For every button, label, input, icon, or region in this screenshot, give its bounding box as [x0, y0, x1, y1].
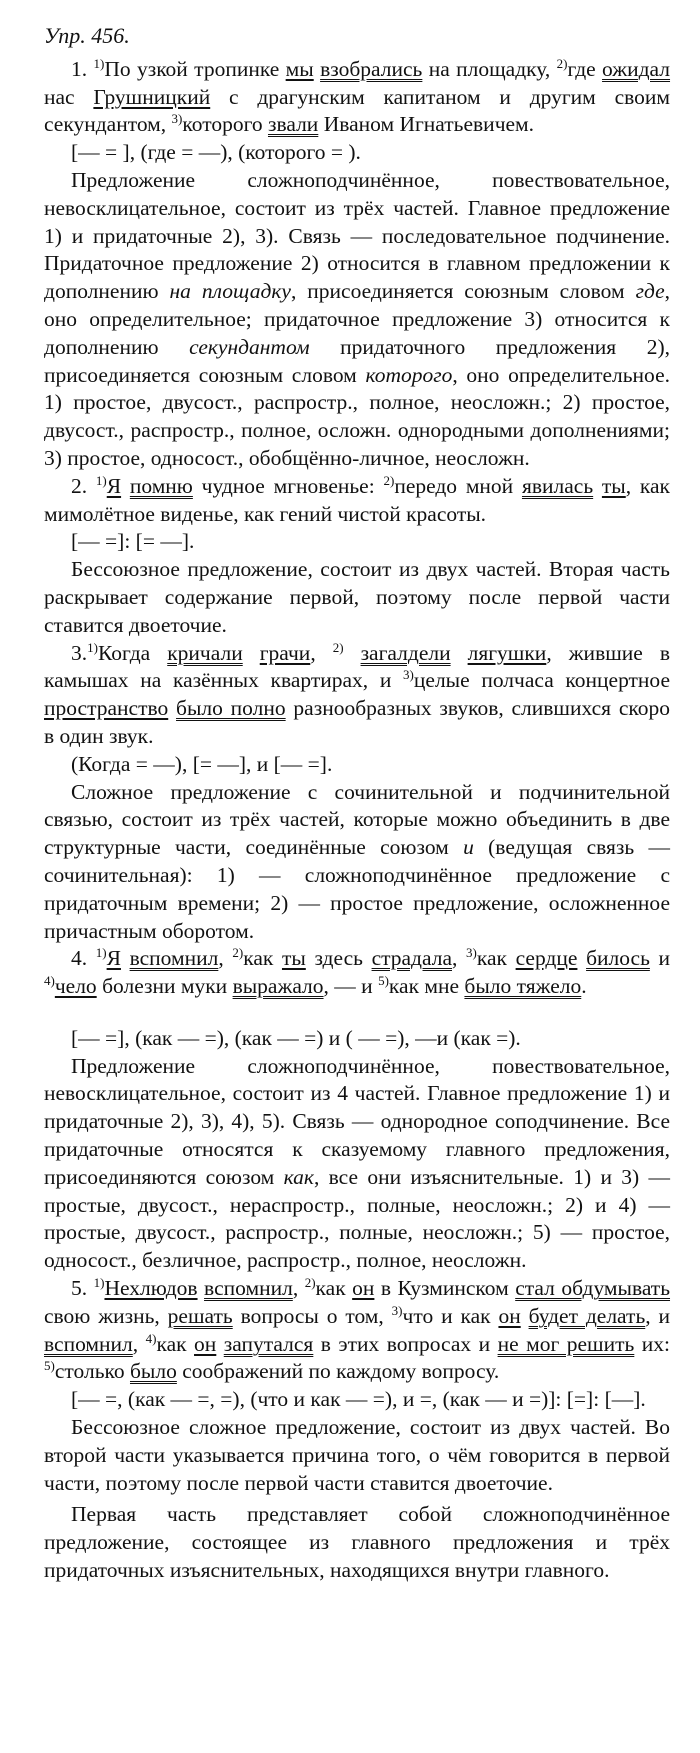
text-run: целые полчаса концертное	[413, 668, 670, 693]
text-run: ,	[292, 1276, 305, 1301]
text-run: (ведущая связь — сочинительная): 1) — сложноподчинённое предложение с придаточным времени; 2) — простое предложение, осложненное причастным оборотом.	[44, 835, 670, 943]
text-run: в этих вопросах и	[313, 1331, 498, 1356]
text-run	[121, 946, 130, 970]
part-number: 1)	[95, 472, 107, 488]
predicate-word: кричали	[167, 640, 243, 665]
text-run	[216, 1332, 223, 1356]
sentence-text	[44, 641, 670, 748]
item-number: 2.	[71, 473, 88, 498]
text-run: , как мимолётное виденье, как гений чистой красоты.	[44, 473, 670, 526]
text-run: как мне	[388, 974, 465, 999]
item-4-scheme: [— =], (как — =), (как — =) и ( — =), —и (как =).	[71, 1025, 521, 1050]
italic-term: как	[283, 1164, 314, 1189]
predicate-word: будет делать	[528, 1303, 646, 1328]
predicate-word: вспомнил	[129, 946, 219, 971]
part-number: 4)	[44, 972, 55, 988]
part-number: 3)	[391, 1302, 403, 1318]
item-1-scheme: [— = ], (где = —), (которого = ).	[71, 140, 361, 165]
text-run: где	[567, 56, 603, 81]
item-3-sentence	[44, 640, 670, 751]
text-run: По узкой тропинке	[104, 56, 286, 81]
predicate-word: явилась	[521, 473, 594, 498]
text-run	[593, 474, 602, 498]
part-number: 4)	[145, 1330, 157, 1346]
item-3-scheme: (Когда = —), [= —], и [— =].	[71, 751, 333, 776]
subject-word: он	[498, 1303, 521, 1328]
text-run: как	[243, 946, 282, 971]
item-5-sentence	[44, 1275, 670, 1386]
item-1-sentence	[44, 56, 670, 139]
item-1	[44, 56, 670, 473]
text-run: что и как	[402, 1303, 499, 1328]
predicate-word: вспомнил	[204, 1276, 293, 1301]
subject-word: Я	[106, 473, 122, 498]
predicate-word: решать	[167, 1303, 233, 1328]
text-run: ,	[310, 640, 333, 665]
text-run: , — и	[323, 974, 379, 999]
text-run: Иваном Игнатьевичем.	[318, 112, 535, 137]
text-run: ,	[452, 946, 467, 971]
text-run: их:	[634, 1331, 671, 1356]
text-run: которого	[182, 112, 268, 137]
text-run: соображений по каждому вопросу.	[176, 1359, 500, 1384]
item-3-analysis	[44, 779, 670, 946]
item-5-analysis	[44, 1414, 670, 1497]
part-number: 3)	[171, 111, 183, 127]
text-run: на площадку,	[422, 56, 557, 81]
part-number: 2)	[304, 1274, 316, 1290]
text-run: , все они изъяснительные. 1) и 3) — простые, двусост., нераспростр., полные, неосложн.; 2) и 4) — простые, двусост., распростр., полные, неосложн.; 5) — простое, односост., безличное, распростр., полное, неосложн.	[44, 1164, 671, 1273]
subject-word: лягушки	[467, 640, 547, 665]
part-number: 1)	[87, 639, 98, 655]
subject-word: ты	[281, 946, 306, 971]
text-run: , жившие в камышах на казённых квартирах, и	[44, 640, 670, 693]
sentence-text	[44, 57, 670, 137]
subject-word: Грушницкий	[93, 84, 211, 109]
text-run: , оно определительное; придаточное предложение 3) относится к дополнению	[44, 279, 671, 359]
text-run: .	[581, 974, 587, 999]
text-run: разнообразных звуков, слившихся скоро в один звук.	[44, 696, 670, 748]
item-5-scheme: [— =, (как — =, =), (что и как — =), и =, (как — и =)]: [=]: [—].	[71, 1387, 646, 1412]
predicate-word: загалдели	[360, 640, 451, 665]
predicate-word: страдала	[371, 946, 452, 971]
part-number: 2)	[232, 945, 244, 961]
predicate-word: помню	[129, 473, 193, 498]
part-number: 2)	[383, 472, 395, 488]
subject-word: он	[352, 1276, 375, 1301]
sentence-text	[44, 1276, 670, 1383]
italic-term: и	[463, 835, 474, 860]
text-run	[577, 946, 586, 970]
part-number: 3)	[403, 667, 414, 683]
subject-word: пространство	[44, 696, 169, 721]
text-run: передо мной	[394, 473, 522, 498]
predicate-word: вспомнил	[44, 1331, 133, 1356]
predicate-word: было полно	[176, 696, 286, 721]
part-number: 5)	[378, 972, 389, 988]
text-run	[243, 641, 260, 665]
text-run: Бессоюзное предложение, состоит из двух частей. Вторая часть раскрывает содержание первой, поэтому после первой части ставится двоеточие.	[44, 557, 670, 637]
subject-word: мы	[285, 56, 314, 81]
text-run: Когда	[97, 640, 168, 665]
text-run: свою жизнь,	[44, 1303, 168, 1328]
text-run	[168, 696, 176, 720]
part-number: 5)	[44, 1358, 55, 1374]
item-number: 1.	[71, 56, 88, 81]
predicate-word: запутался	[223, 1331, 314, 1356]
part-number: 2)	[332, 639, 344, 655]
part-number: 3)	[466, 945, 477, 961]
predicate-word: было	[129, 1359, 177, 1384]
text-run: придаточного предложения 2), присоединяется союзным словом	[44, 334, 671, 387]
item-number: 3.	[71, 640, 88, 665]
item-2-analysis	[44, 556, 670, 639]
part-number: 1)	[95, 945, 107, 961]
text-run: ,	[218, 946, 233, 971]
text-run	[344, 641, 361, 665]
text-run: Предложение сложноподчинённое, повествовательное, невосклицательное, состоит из трёх частей. Главное предложение 1) и придаточные 2), 3). Связь — последовательное подчинение. Придаточное предложение 2) относится в главном предложении к дополнению	[44, 167, 670, 304]
text-run: Сложное предложение с сочинительной и подчинительной связью, состоит из трёх частей, которые можно объединить в две структурные части, соединённые союзом	[44, 779, 670, 860]
text-run	[521, 1304, 529, 1328]
text-run: и	[649, 946, 671, 971]
subject-word: грачи	[259, 640, 311, 665]
text-run: нас	[44, 84, 94, 109]
item-number: 5.	[71, 1276, 88, 1301]
part-number: 1)	[93, 55, 105, 71]
text-run: Бессоюзное сложное предложение, состоит из двух частей. Во второй части указывается причина того, о чём говорится в первой части, поэтому после первой части ставится двоеточие.	[44, 1415, 670, 1495]
subject-word: сердце	[515, 946, 578, 971]
item-2	[44, 473, 670, 640]
item-1-analysis	[44, 167, 670, 473]
text-run	[451, 641, 468, 665]
predicate-word: билось	[586, 946, 650, 971]
sentence-text	[44, 946, 670, 998]
item-2-sentence	[44, 473, 670, 529]
predicate-word: стал обдумывать	[515, 1276, 671, 1301]
item-3	[44, 640, 670, 946]
exercise-title: Упр. 456.	[44, 23, 130, 48]
text-run: с драгунским капитаном и другим своим секундантом,	[44, 84, 670, 137]
text-run: здесь	[305, 946, 372, 971]
predicate-word: выражало	[232, 974, 324, 999]
item-number: 4.	[71, 946, 88, 971]
item-4-sentence	[44, 945, 670, 1001]
predicate-word: звали	[267, 112, 319, 137]
text-run: в Кузминском	[374, 1276, 516, 1301]
text-run: болезни муки	[96, 974, 233, 999]
text-run: , оно определительное. 1) простое, двусост., распростр., полное, неосложн.; 2) простое, двусост., распростр., полное, осложн. однородными дополнениями; 3) простое, односост., обобщённо-личное, неосложн.	[44, 362, 670, 470]
item-5	[44, 1275, 670, 1585]
predicate-word: взобрались	[320, 56, 423, 81]
predicate-word: было тяжело	[464, 974, 582, 999]
text-run: ,	[132, 1331, 146, 1356]
text-run: как	[315, 1276, 353, 1301]
part-number: 2)	[556, 55, 568, 71]
subject-word: чело	[54, 974, 97, 999]
text-run	[121, 474, 130, 498]
item-2-scheme: [— =]: [= —].	[71, 529, 195, 554]
text-run: , и	[645, 1303, 671, 1328]
text-run: столько	[54, 1359, 130, 1384]
italic-term: на площадку	[169, 279, 291, 304]
text-run: Предложение сложноподчинённое, повествовательное, невосклицательное, состоит из 4 частей. Главное предложение 1) и придаточные 2), 3), 4), 5). Связь — однородное соподчинение. Все придаточные относятся к сказуемому главного предложения, присоединяются союзом	[44, 1053, 670, 1189]
text-run: , присоединяется союзным словом	[290, 279, 636, 304]
italic-term: где	[635, 279, 665, 304]
italic-term: которого	[365, 362, 453, 387]
text-run: как	[156, 1331, 195, 1356]
text-run: вопросы о том,	[232, 1303, 392, 1328]
subject-word: ты	[601, 473, 626, 498]
subject-word: Я	[106, 946, 121, 971]
italic-term: секундантом	[189, 334, 310, 359]
subject-word: Нехлюдов	[104, 1276, 198, 1301]
blank-space	[44, 1001, 670, 1025]
sentence-text	[44, 474, 670, 526]
item-4	[44, 945, 670, 1275]
item-4-analysis	[44, 1053, 670, 1275]
subject-word: он	[194, 1331, 217, 1356]
predicate-word: ожидал	[602, 56, 671, 81]
text-run: чудное мгновенье:	[192, 473, 384, 498]
text-run: как	[476, 946, 516, 971]
predicate-word: не мог решить	[497, 1331, 635, 1356]
item-5-analysis-continued: Первая часть представляет собой сложноподчинённое предложение, состоящее из главного предложения и трёх придаточных изъяснительных, находящихся внутри главного.	[44, 1502, 670, 1583]
part-number: 1)	[93, 1274, 105, 1290]
